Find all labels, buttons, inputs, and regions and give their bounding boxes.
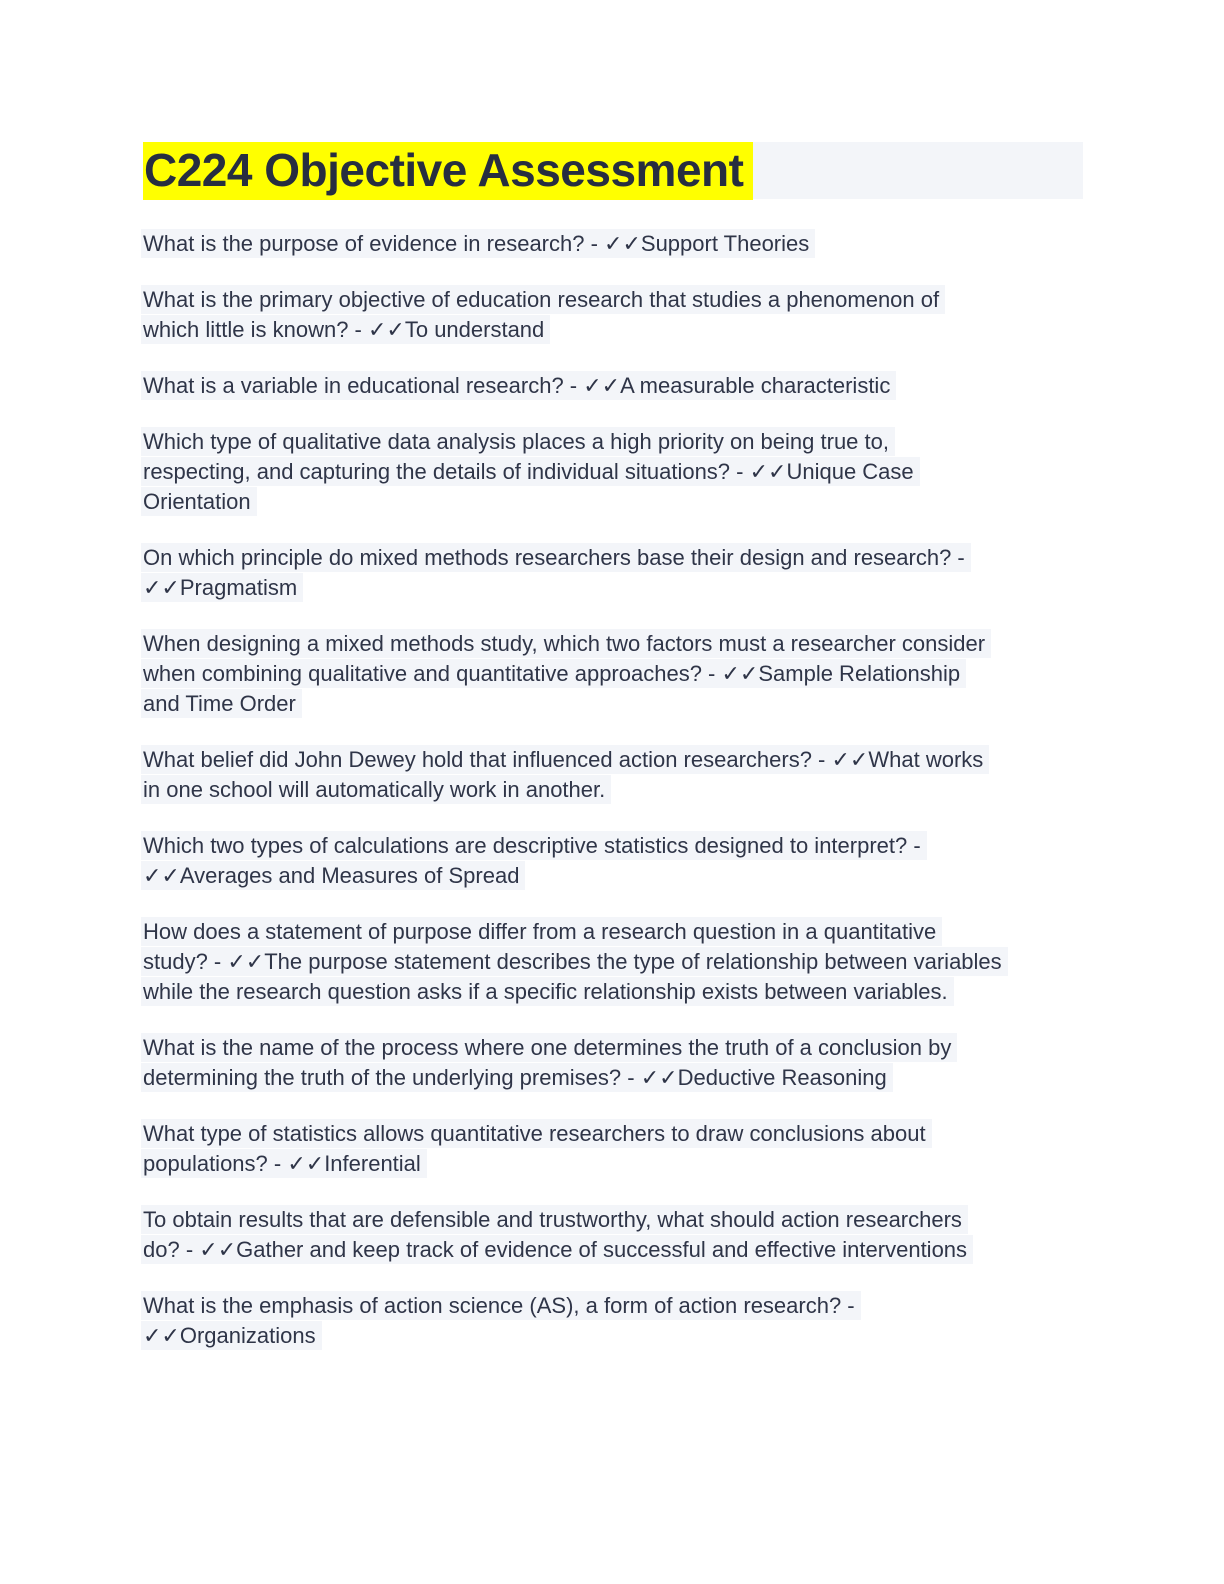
- qa-line: and Time Order: [141, 689, 302, 718]
- qa-paragraph: [143, 831, 1083, 891]
- qa-line: Orientation: [141, 487, 257, 516]
- qa-paragraph: [143, 371, 1083, 401]
- qa-line: ✓✓Averages and Measures of Spread: [141, 861, 525, 890]
- qa-line: Which type of qualitative data analysis places a high priority on being true to,: [141, 427, 895, 456]
- qa-line: To obtain results that are defensible and trustworthy, what should action researchers: [141, 1205, 968, 1234]
- qa-line: while the research question asks if a specific relationship exists between variables.: [141, 977, 954, 1006]
- qa-paragraph: [143, 543, 1083, 603]
- qa-list: [143, 229, 1083, 1351]
- qa-paragraph: [143, 1119, 1083, 1179]
- qa-line: When designing a mixed methods study, which two factors must a researcher consider: [141, 629, 991, 658]
- qa-line: What is the name of the process where one determines the truth of a conclusion by: [141, 1033, 957, 1062]
- qa-line: determining the truth of the underlying premises? - ✓✓Deductive Reasoning: [141, 1063, 893, 1092]
- qa-line: What is the primary objective of education research that studies a phenomenon of: [141, 285, 945, 314]
- qa-paragraph: [143, 1291, 1083, 1351]
- qa-line: respecting, and capturing the details of individual situations? - ✓✓Unique Case: [141, 457, 920, 486]
- qa-line: What belief did John Dewey hold that influenced action researchers? - ✓✓What works: [141, 745, 989, 774]
- qa-line: populations? - ✓✓Inferential: [141, 1149, 427, 1178]
- title-highlight: C224 Objective Assessment: [143, 142, 753, 200]
- qa-line: ✓✓Pragmatism: [141, 573, 303, 602]
- qa-line: On which principle do mixed methods researchers base their design and research? -: [141, 543, 971, 572]
- qa-paragraph: [143, 917, 1083, 1007]
- qa-line: when combining qualitative and quantitative approaches? - ✓✓Sample Relationship: [141, 659, 966, 688]
- qa-paragraph: [143, 229, 1083, 259]
- qa-paragraph: [143, 1033, 1083, 1093]
- qa-line: in one school will automatically work in another.: [141, 775, 611, 804]
- qa-paragraph: [143, 427, 1083, 517]
- qa-paragraph: [143, 285, 1083, 345]
- qa-line: which little is known? - ✓✓To understand: [141, 315, 550, 344]
- page-title: [143, 142, 1083, 199]
- qa-line: How does a statement of purpose differ from a research question in a quantitative: [141, 917, 942, 946]
- qa-line: ✓✓Organizations: [141, 1321, 322, 1350]
- qa-paragraph: [143, 629, 1083, 719]
- qa-line: What is the purpose of evidence in research? - ✓✓Support Theories: [141, 229, 815, 258]
- qa-paragraph: [143, 1205, 1083, 1265]
- qa-line: What type of statistics allows quantitative researchers to draw conclusions about: [141, 1119, 932, 1148]
- qa-line: What is a variable in educational research? - ✓✓A measurable characteristic: [141, 371, 896, 400]
- qa-line: What is the emphasis of action science (AS), a form of action research? -: [141, 1291, 861, 1320]
- qa-line: study? - ✓✓The purpose statement describes the type of relationship between variables: [141, 947, 1008, 976]
- qa-paragraph: [143, 745, 1083, 805]
- qa-line: do? - ✓✓Gather and keep track of evidence of successful and effective interventions: [141, 1235, 973, 1264]
- qa-line: Which two types of calculations are descriptive statistics designed to interpret? -: [141, 831, 927, 860]
